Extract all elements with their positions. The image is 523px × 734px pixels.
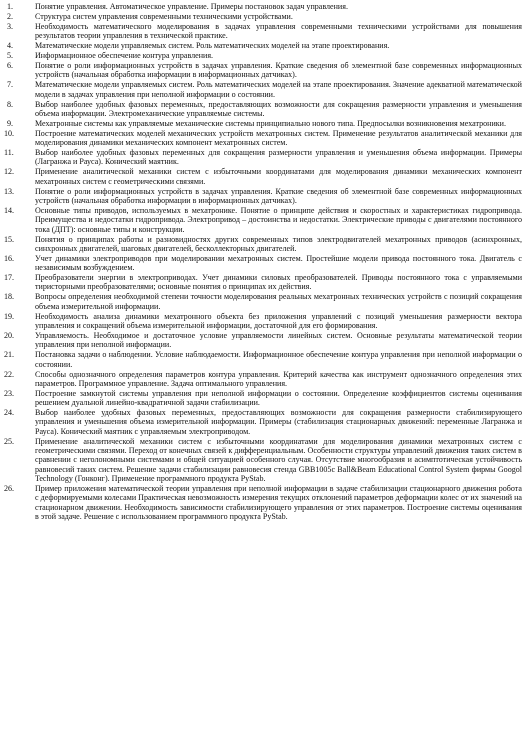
list-item xyxy=(0,148,523,167)
item-text: Построение математических моделей механических устройств мехатронных систем. Применение результатов аналитической механики для моделирования динамики механических компонент мехатронных систем. xyxy=(35,128,522,148)
item-number: 4. xyxy=(7,41,14,51)
item-number: 14. xyxy=(4,205,15,215)
item-number: 2. xyxy=(7,11,14,21)
item-text: Необходимость математического моделирования в задачах управления современными техническими устройствами для повышения результатов теории управления в технической практике. xyxy=(35,21,522,41)
list-item xyxy=(0,273,523,292)
item-text: Управляемость. Необходимое и достаточное условие управляемости линейных систем. Основные результаты математической теории управления при неполной информации. xyxy=(35,330,522,350)
list-item xyxy=(0,437,523,484)
question-list xyxy=(0,2,523,521)
item-number: 21. xyxy=(4,350,15,360)
item-text: Математические модели управляемых систем. Роль математических моделей на этапе проектирования. Значение адекватной математической модели в задачах управления при неполной информации о состоянии. xyxy=(35,80,522,99)
item-number: 8. xyxy=(7,99,14,109)
item-number: 22. xyxy=(4,369,15,379)
item-number: 23. xyxy=(4,388,15,398)
list-item xyxy=(0,129,523,148)
item-text: Постановка задачи о наблюдении. Условие наблюдаемости. Информационное обеспечение контура управления при неполной информации о состоянии. xyxy=(35,350,522,369)
list-item xyxy=(0,187,523,206)
item-text: Понятие о роли информационных устройств в задачах управления. Краткие сведения об элементной базе современных информационных устройств (начальная обработка информации в информационных датчиках). xyxy=(35,61,522,80)
item-number: 19. xyxy=(4,311,15,321)
item-text: Применение аналитической механики систем с избыточными координатами для моделирования динамики мехатронных систем с геометрическими связями. Переход от конечных связей к дифференциальным. Особенности структуры управлений движения таких систем в сравнении с неголономными системами и общей ситуацией особенного случая. Отсутствие многообразия и асимптотическая устойчивость равновесий таких систем. Решение задачи стабилизации равновесия стенда GBB1005c Ball&Beam Educational Control System фирмы Googol Technology (Гонконг). Применение программного продукта PyStab. xyxy=(35,436,522,484)
item-number: 24. xyxy=(4,408,15,418)
item-text: Мехатронные системы как управляемые механические системы принципиально нового типа. Предпосылки возникновения мехатроники. xyxy=(35,118,507,128)
item-number: 11. xyxy=(4,148,14,158)
item-number: 13. xyxy=(4,186,15,196)
item-text: Вопросы определения необходимой степени точности моделирования реальных мехатронных технических устройств с позиций сокращения объема измерительной информации. xyxy=(35,292,522,311)
item-number: 3. xyxy=(7,21,14,31)
list-item xyxy=(0,119,523,128)
list-item xyxy=(0,254,523,273)
list-item xyxy=(0,51,523,60)
item-number: 6. xyxy=(7,61,14,71)
item-number: 9. xyxy=(7,118,14,128)
item-text: Выбор наиболее удобных фазовых переменных, предоставляющих возможности для сокращения размерности управления и уменьшения объема информации. Электромеханические управляемые системы. xyxy=(35,99,522,118)
item-number: 1. xyxy=(7,2,14,11)
list-item xyxy=(0,484,523,521)
item-number: 12. xyxy=(4,167,15,177)
item-text: Построение замкнутой системы управления при неполной информации о состоянии. Определение коэффициентов системы оценивания решением дуальной линейно-квадратичной задачи стабилизации. xyxy=(35,388,522,408)
list-item xyxy=(0,61,523,80)
item-number: 18. xyxy=(4,292,15,302)
list-item xyxy=(0,370,523,389)
item-text: Преобразователи энергии в электроприводах. Учет динамики силовых преобразователей. Приводы постоянного тока с управляемыми тиристорными преобразователями; основные понятия о принципах их действия. xyxy=(35,273,522,292)
item-number: 7. xyxy=(7,80,14,90)
list-item xyxy=(0,12,523,21)
item-text: Основные типы приводов, используемых в мехатронике. Понятие о принципе действия и скоростных и характеристиках гидропривода. Преимущества и недостатки гидропривода. Электропривод – достоинства и недостатки. Электрические приводы с двигателями постоянного тока (ДПТ): основные типы и конструкции. xyxy=(35,205,522,234)
item-text: Способы однозначного определения параметров контура управления. Критерий качества как инструмент однозначного определения этих параметров. Программное управление. Задача оптимального управления. xyxy=(35,369,522,388)
item-text: Математические модели управляемых систем. Роль математических моделей на этапе проектирования. xyxy=(35,41,390,51)
list-item xyxy=(0,22,523,41)
list-item xyxy=(0,167,523,186)
item-number: 17. xyxy=(4,273,15,283)
list-item xyxy=(0,2,523,11)
item-number: 20. xyxy=(4,330,15,340)
list-item xyxy=(0,312,523,331)
list-item xyxy=(0,408,523,436)
item-number: 16. xyxy=(4,253,15,263)
list-item xyxy=(0,41,523,50)
list-item xyxy=(0,389,523,408)
list-item xyxy=(0,331,523,350)
item-text: Необходимость анализа динамики мехатронного объекта без приложения управлений с позиций уменьшения размерности вектора управления и сокращений объема измерительной информации, достаточной для его формирования. xyxy=(35,311,522,331)
list-item xyxy=(0,235,523,254)
item-text: Пример приложения математической теории управления при неполной информации в задаче стабилизации стационарного движения робота с деформируемыми колесами Практическая невозможность измерения текущих отклонений параметров деформации колес от их значений на стационарном движении. Необходимость зависимости стабилизирующего управления от этих параметров. Построение системы оценивания в этой задаче. Решение с использованием программного продукта PyStab. xyxy=(35,484,522,522)
item-number: 5. xyxy=(7,51,14,61)
list-item xyxy=(0,350,523,369)
item-number: 15. xyxy=(4,234,15,244)
item-text: Понятие о роли информационных устройств в задачах управления. Краткие сведения об элементной базе современных информационных устройств (начальная обработка информации в информационных датчиках). xyxy=(35,186,522,205)
list-item xyxy=(0,80,523,99)
item-text: Структура систем управления современными техническими устройствами. xyxy=(35,11,293,21)
list-item xyxy=(0,292,523,311)
item-text: Применение аналитической механики систем с избыточными координатами для моделирования динамики механических компонент мехатронных систем с геометрическими связями. xyxy=(35,167,522,186)
item-text: Выбор наиболее удобных фазовых переменных для сокращения размерности управления и уменьшения объема информации. Примеры (Лагранжа и Рауса). Конический маятник. xyxy=(35,148,522,167)
item-number: 25. xyxy=(4,436,15,446)
item-number: 10. xyxy=(4,128,15,138)
item-text: Понятие управления. Автоматическое управление. Примеры постановок задач управления. xyxy=(35,2,348,11)
item-text: Учет динамики электроприводов при моделировании мехатронных систем. Простейшие модели привода постоянного тока. Двигатель с независимым возбуждением. xyxy=(35,253,522,273)
item-text: Выбор наиболее удобных фазовых переменных, предоставляющих возможности для сокращения размерности стабилизирующего управления и уменьшения объема измерительной информации. Примеры (стабилизация стационарных движений: переменные Лагранжа и Рауса). Конический маятник с управляемым электроприводом. xyxy=(35,408,522,436)
item-text: Понятия о принципах работы и разновидностях других современных типов электродвигателей мехатронных приводов (асинхронных, синхронных двигателей, шаговых двигателей, бесколлекторных двигателей. xyxy=(35,234,522,253)
item-text: Информационное обеспечение контура управления. xyxy=(35,51,214,61)
list-item xyxy=(0,206,523,234)
list-item xyxy=(0,100,523,119)
item-number: 26. xyxy=(4,484,15,494)
